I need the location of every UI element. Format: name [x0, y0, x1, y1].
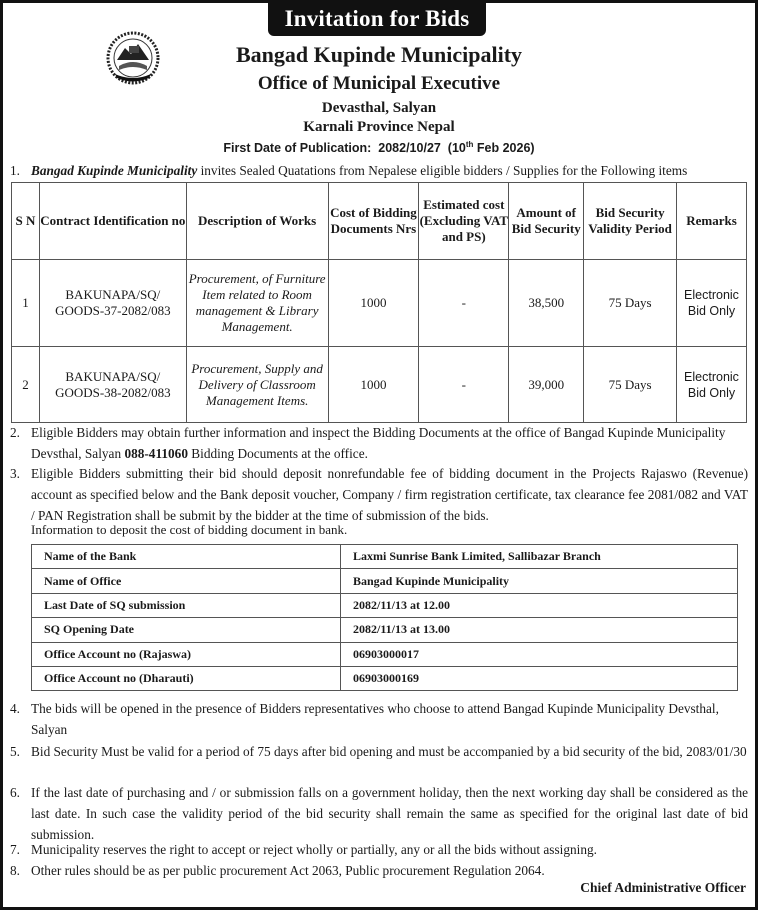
table-row: Last Date of SQ submission 2082/11/13 at 12.00	[32, 593, 738, 617]
bids-table	[11, 182, 747, 423]
item-2: 2. Eligible Bidders may obtain further information and inspect the Bidding Documents at the office of Bangad Kupinde Municipality Devsthal, Salyan 088-411060 Bidding Documents at the office.	[10, 425, 726, 461]
cell-bid-security: 39,000	[509, 347, 584, 423]
banner-title: Invitation for Bids	[268, 2, 486, 36]
col-estimated-cost: Estimated cost (Excluding VAT and PS)	[419, 183, 509, 260]
office-location: Devasthal, Salyan	[321, 100, 437, 116]
cell-bid-security: 38,500	[509, 260, 584, 347]
table-row	[12, 260, 747, 347]
table-row: Name of Office Bangad Kupinde Municipality	[32, 569, 738, 593]
org-name: Bangad Kupinde Municipality	[235, 42, 523, 67]
item-8: 8. Other rules should be as per public procurement Act 2063, Public procurement Regulation 2064.	[10, 863, 545, 878]
col-remarks: Remarks	[677, 183, 747, 260]
bank-info-table	[31, 544, 738, 691]
item-6: 6. If the last date of purchasing and / or submission falls on a government holiday, then the next working day shall be considered as the last date. In such case the validity period of the bid security shall remain the same as specified for the original last date of bid submission.	[10, 785, 748, 842]
cell-doc-cost: 1000	[328, 347, 419, 423]
cell-sn: 1	[12, 260, 40, 347]
province: Karnali Province Nepal	[303, 119, 455, 135]
cell-validity: 75 Days	[584, 347, 677, 423]
cell-sn: 2	[12, 347, 40, 423]
cell-contract-id: BAKUNAPA/SQ/ GOODS-37-2082/083	[39, 260, 186, 347]
table-row: Office Account no (Rajaswa) 06903000017	[32, 642, 738, 666]
signature: Chief Administrative Officer	[580, 880, 746, 895]
cell-estimated-cost: -	[419, 260, 509, 347]
cell-description: Procurement, of Furniture Item related to Room management & Library Management.	[186, 260, 328, 347]
cell-remarks: Electronic Bid Only	[677, 347, 747, 423]
office-name: Office of Municipal Executive	[257, 73, 501, 94]
table-row: Name of the Bank Laxmi Sunrise Bank Limited, Sallibazar Branch	[32, 545, 738, 569]
cell-estimated-cost: -	[419, 347, 509, 423]
table-row: SQ Opening Date 2082/11/13 at 13.00	[32, 618, 738, 642]
cell-remarks: Electronic Bid Only	[677, 260, 747, 347]
col-sn: S N	[12, 183, 40, 260]
col-bid-security: Amount of Bid Security	[509, 183, 584, 260]
cell-description: Procurement, Supply and Delivery of Classroom Management Items.	[186, 347, 328, 423]
table-row	[12, 347, 747, 423]
item-5: 5. Bid Security Must be valid for a period of 75 days after bid opening and must be accompanied by a bid security of the bid, 2083/01/30	[10, 744, 747, 759]
item-1: 1. Bangad Kupinde Municipality invites Sealed Quatations from Nepalese eligible bidders / Supplies for the Following items	[10, 163, 688, 178]
cell-validity: 75 Days	[584, 260, 677, 347]
table-header-row	[12, 183, 747, 260]
table-row: Office Account no (Dharauti) 06903000169	[32, 666, 738, 690]
col-contract-id: Contract Identification no	[39, 183, 186, 260]
item-3: 3. Eligible Bidders submitting their bid should deposit nonrefundable fee of bidding document in the Projects Rajaswo (Revenue) account as specified below and the Bank deposit voucher, Company / firm registration certificate, tax clearance fee 2081/082 and VAT / PAN Registration shall be submit by the bidder at the time of submission of the bids.	[10, 466, 748, 523]
col-description: Description of Works	[186, 183, 328, 260]
col-validity: Bid Security Validity Period	[584, 183, 677, 260]
cell-contract-id: BAKUNAPA/SQ/ GOODS-38-2082/083	[39, 347, 186, 423]
cell-doc-cost: 1000	[328, 260, 419, 347]
item-4: 4. The bids will be opened in the presence of Bidders representatives who choose to attend Bangad Kupinde Municipality Devsthal, Salyan	[10, 701, 719, 737]
publication-date: First Date of Publication: 2082/10/27 (10th Feb 2026)	[223, 140, 535, 156]
bank-intro: Information to deposit the cost of bidding document in bank.	[31, 522, 348, 537]
item-7: 7. Municipality reserves the right to accept or reject wholly or partially, any or all the bids without assigning.	[10, 842, 597, 857]
col-doc-cost: Cost of Bidding Documents Nrs	[328, 183, 419, 260]
